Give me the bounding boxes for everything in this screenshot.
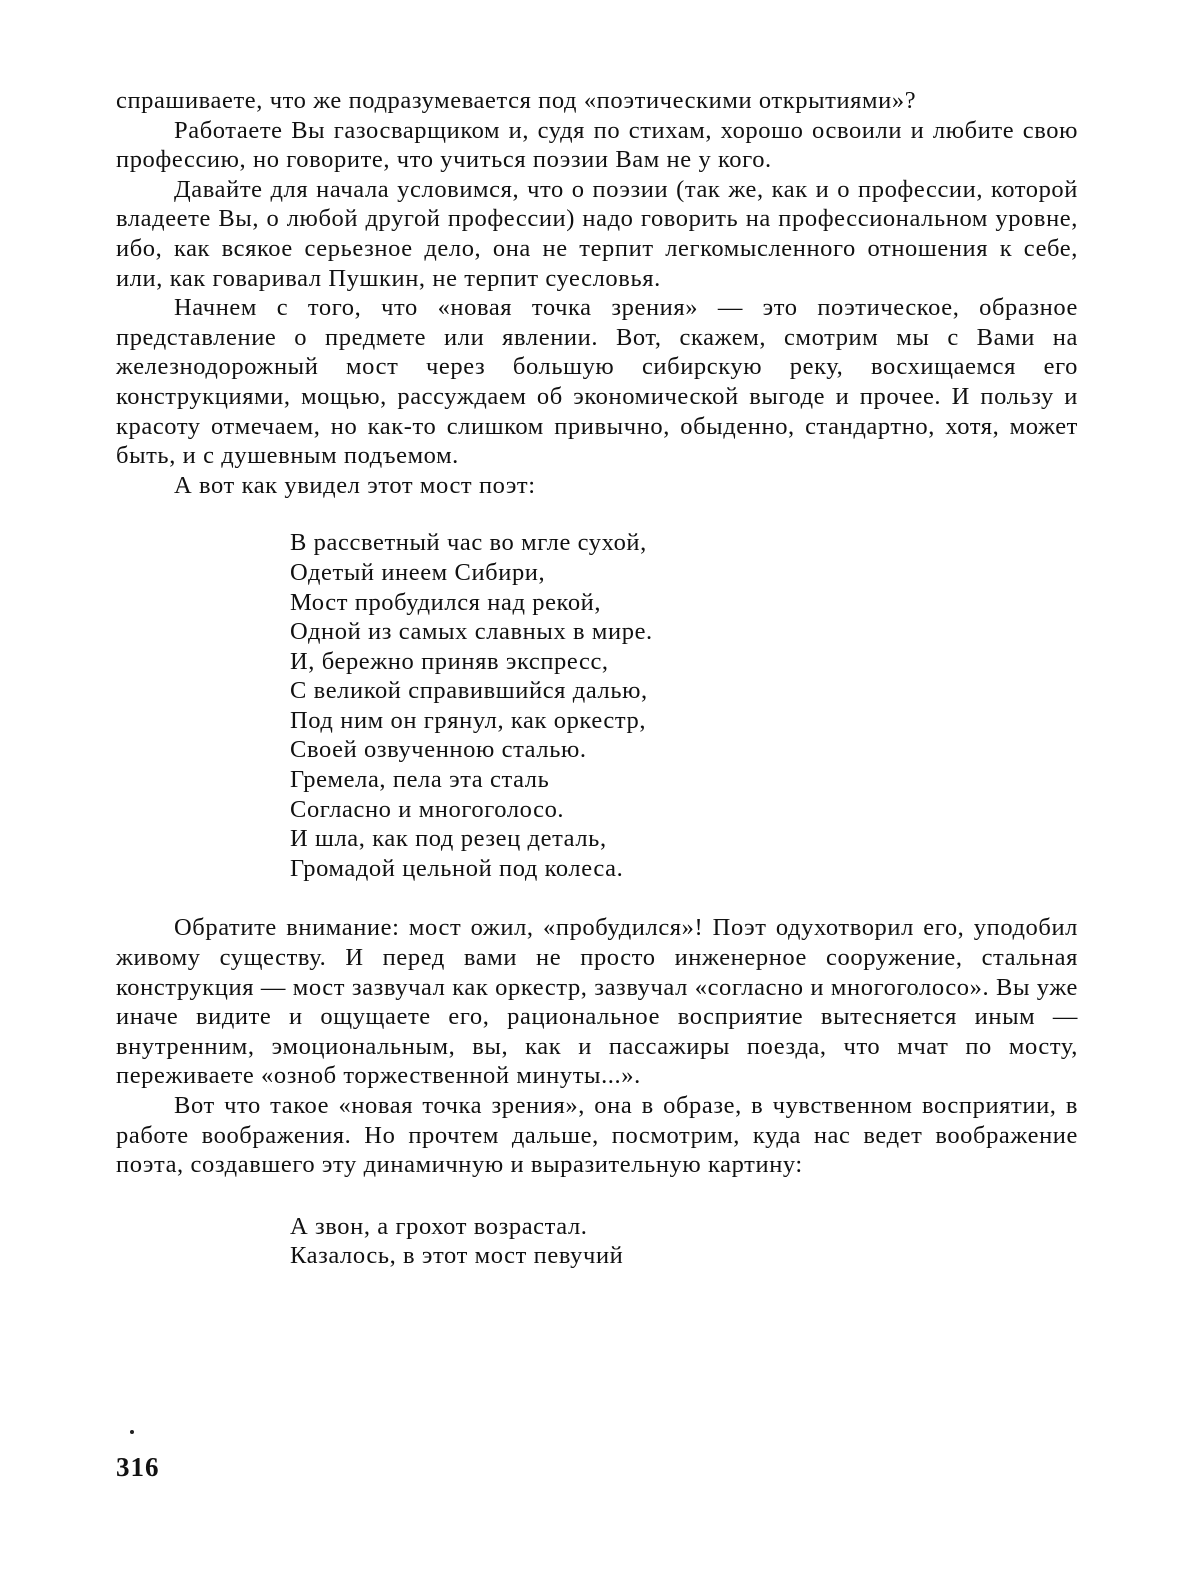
poem-line: Казалось, в этот мост певучий: [290, 1241, 1078, 1271]
poem-line: И шла, как под резец деталь,: [290, 824, 1078, 854]
poem-line: Одетый инеем Сибири,: [290, 558, 1078, 588]
poem-line: Своей озвученною сталью.: [290, 735, 1078, 765]
paragraph: Обратите внимание: мост ожил, «пробудился»! Поэт одухотво­рил его, уподобил живому существу. И перед вами не просто инженерное сооружение, стальная конструкция — мост зазвучал как оркестр, зазвучал «согласно и многоголосо». Вы уже иначе видите и ощущаете его, рациональное восприятие вытесняется иным — внутренним, эмоциональным, вы, как и пассажиры поезда, что мчат по мосту, переживаете «озноб торжественной минуты...».: [116, 913, 1078, 1091]
book-page: [0, 0, 1200, 1584]
poem-line: В рассветный час во мгле сухой,: [290, 528, 1078, 558]
paragraph: А вот как увидел этот мост поэт:: [116, 471, 1078, 501]
poem-stanza: [290, 1212, 1078, 1271]
poem-line: Громадой цельной под колеса.: [290, 854, 1078, 884]
print-speck: [130, 1430, 134, 1434]
poem-line: И, бережно приняв экспресс,: [290, 647, 1078, 677]
poem-line: Согласно и многоголосо.: [290, 795, 1078, 825]
poem-line: Гремела, пела эта сталь: [290, 765, 1078, 795]
paragraph: Работаете Вы газосварщиком и, судя по стихам, хорошо освоили и любите свою профессию, но говорите, что учиться поэзии Вам не у кого.: [116, 116, 1078, 175]
poem-stanza: [290, 528, 1078, 883]
poem-line: С великой справившийся далью,: [290, 676, 1078, 706]
poem-line: А звон, а грохот возрастал.: [290, 1212, 1078, 1242]
poem-line: Под ним он грянул, как оркестр,: [290, 706, 1078, 736]
paragraph: спрашиваете, что же подразумевается под «поэтическими откры­тиями»?: [116, 86, 1078, 116]
paragraph: Вот что такое «новая точка зрения», она в образе, в чувствен­ном восприятии, в работе воображения. Но прочтем дальше, по­смотрим, куда нас ведет воображение поэта, создавшего эту дина­мичную и выразительную картину:: [116, 1091, 1078, 1180]
poem-line: Одной из самых славных в мире.: [290, 617, 1078, 647]
paragraph: Давайте для начала условимся, что о поэзии (так же, как и о профессии, которой владеете Вы, о любой другой профессии) надо говорить на профессиональном уровне, ибо, как всякое серь­езное дело, она не терпит легкомысленного отношения к себе, или, как говаривал Пушкин, не терпит суесловья.: [116, 175, 1078, 293]
page-text: [116, 86, 1078, 1271]
poem-line: Мост пробудился над рекой,: [290, 588, 1078, 618]
page-number: 316: [116, 1452, 160, 1483]
paragraph: Начнем с того, что «новая точка зрения» — это поэтическое, образное представление о предмете или явлении. Вот, скажем, смотрим мы с Вами на железнодорожный мост через большую си­бирскую реку, восхищаемся его конструкциями, мощью, рассуждаем об экономической выгоде и прочее. И пользу и красоту отмечаем, но как-то слишком привычно, обыденно, стандартно, хотя, может быть, и с душевным подъемом.: [116, 293, 1078, 471]
